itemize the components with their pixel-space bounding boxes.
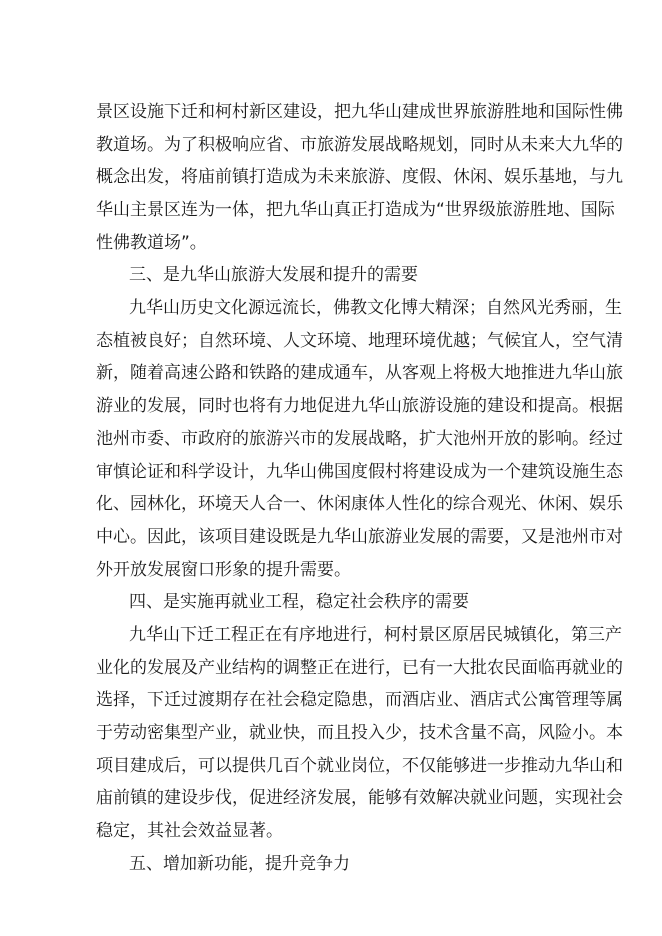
body-line: 业化的发展及产业结构的调整正在进行，已有一大批农民面临再就业的 (96, 658, 623, 678)
body-line: 于劳动密集型产业，就业快，而且投入少，技术含量不高，风险小。本 (96, 723, 623, 743)
body-line: 华山主景区连为一体，把九华山真正打造成为“世界级旅游胜地、国际 (96, 200, 615, 220)
section-heading: 三、是九华山旅游大发展和提升的需要 (129, 265, 418, 285)
body-line: 教道场。为了积极响应省、市旅游发展战略规划，同时从未来大九华的 (96, 135, 623, 155)
body-line: 稳定，其社会效益显著。 (96, 821, 283, 841)
body-line: 游业的发展，同时也将有力地促进九华山旅游设施的建设和提高。根据 (96, 396, 623, 416)
body-line: 态植被良好；自然环境、人文环境、地理环境优越；气候宜人，空气清 (96, 331, 623, 351)
body-line: 池州市委、市政府的旅游兴市的发展战略，扩大池州开放的影响。经过 (96, 429, 623, 449)
section-heading: 五、增加新功能，提升竞争力 (129, 854, 350, 874)
body-line: 新，随着高速公路和铁路的建成通车，从客观上将极大地推进九华山旅 (96, 363, 623, 383)
body-line: 性佛教道场”。 (96, 233, 207, 253)
body-line: 景区设施下迁和柯村新区建设，把九华山建成世界旅游胜地和国际性佛 (96, 102, 623, 122)
body-line: 九华山下迁工程正在有序地进行，柯村景区原居民城镇化，第三产 (129, 625, 622, 645)
body-line: 项目建成后，可以提供几百个就业岗位，不仅能够进一步推动九华山和 (96, 756, 623, 776)
body-line: 外开放发展窗口形象的提升需要。 (96, 560, 351, 580)
body-line: 中心。因此，该项目建设既是九华山旅游业发展的需要，又是池州市对 (96, 527, 623, 547)
body-line: 概念出发，将庙前镇打造成为未来旅游、度假、休闲、娱乐基地，与九 (96, 167, 623, 187)
body-line: 化、园林化，环境天人合一、休闲康体人性化的综合观光、休闲、娱乐 (96, 494, 623, 514)
section-heading: 四、是实施再就业工程，稳定社会秩序的需要 (129, 592, 469, 612)
body-line: 审慎论证和科学设计，九华山佛国度假村将建设成为一个建筑设施生态 (96, 462, 623, 482)
body-line: 庙前镇的建设步伐，促进经济发展，能够有效解决就业问题，实现社会 (96, 788, 623, 808)
body-line: 九华山历史文化源远流长，佛教文化博大精深；自然风光秀丽，生 (129, 298, 622, 318)
body-line: 选择，下迁过渡期存在社会稳定隐患，而酒店业、酒店式公寓管理等属 (96, 690, 623, 710)
